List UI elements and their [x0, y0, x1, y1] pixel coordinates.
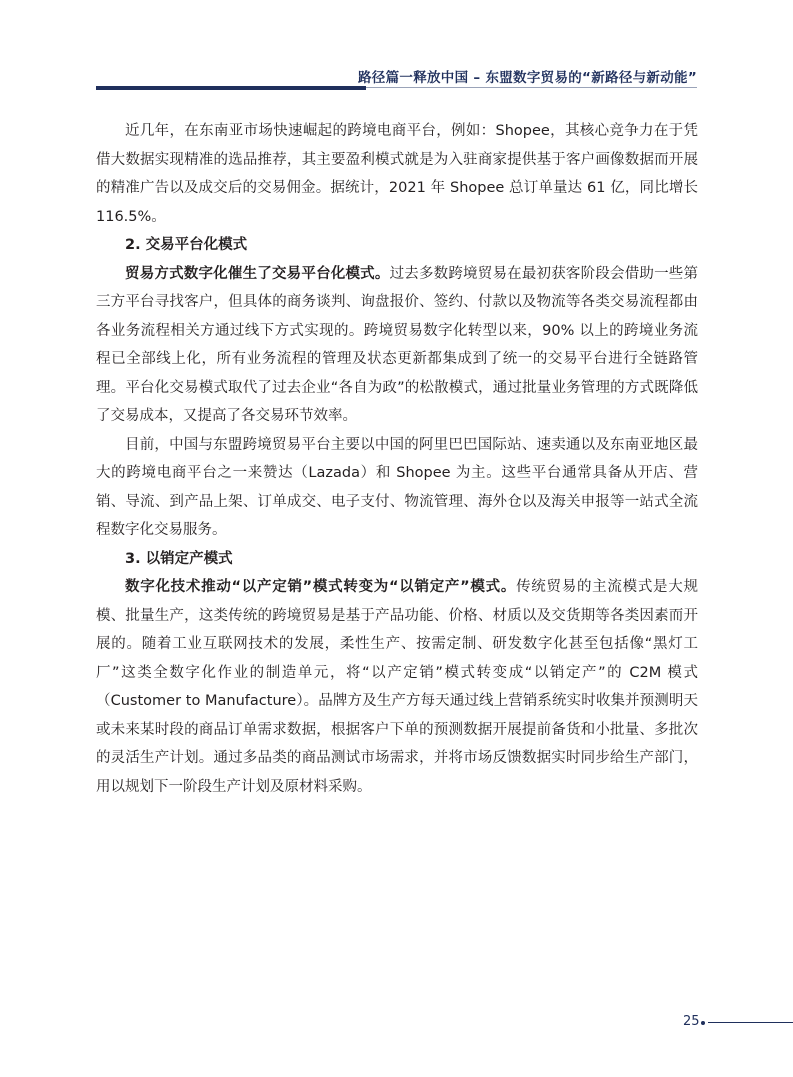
paragraph-trade-platform: [96, 260, 698, 431]
main-text: [96, 117, 698, 801]
footer-rule: [708, 1022, 793, 1023]
page-number: 25: [683, 1014, 700, 1029]
paragraph-sales-driven: [96, 573, 698, 801]
paragraph-body-text: 传统贸易的主流模式是大规模、批量生产，这类传统的跨境贸易是基于产品功能、价格、材质以及交货期等各类因素而开展的。随着工业互联网技术的发展，柔性生产、按需定制、研发数字化甚至包括像“黑灯工厂”这类全数字化作业的制造单元，将“以产定销”模式转变成“以销定产”的 C2M 模式（Customer to Manufacture）。品牌方及生产方每天通过线上营销系统实时收集并预测明天或未来某时段的商品订单需求数据，根据客户下单的预测数据开展提前备货和小批量、多批次的灵活生产计划。通过多品类的商品测试市场需求，并将市场反馈数据实时同步给生产部门，用以规划下一阶段生产计划及原材料采购。: [96, 579, 699, 795]
paragraph-lead-sentence: 贸易方式数字化催生了交易平台化模式。: [125, 265, 390, 282]
paragraph-platforms: 目前，中国与东盟跨境贸易平台主要以中国的阿里巴巴国际站、速卖通以及东南亚地区最大的跨境电商平台之一来赞达（Lazada）和 Shopee 为主。这些平台通常具备从开店、营销、导流、到产品上架、订单成交、电子支付、物流管理、海外仓以及海关申报等一站式全流程数字化交易服务。: [96, 436, 698, 538]
section-heading-sales-driven: 3. 以销定产模式: [125, 550, 233, 567]
paragraph-body-text: 过去多数跨境贸易在最初获客阶段会借助一些第三方平台寻找客户，但具体的商务谈判、询盘报价、签约、付款以及物流等各类交易流程都由各业务流程相关方通过线下方式实现的。跨境贸易数字化转型以来，90% 以上的跨境业务流程已全部线上化，所有业务流程的管理及状态更新都集成到了统一的交易平台进行全链路管理。平台化交易模式取代了过去企业“各自为政”的松散模式，通过批量业务管理的方式既降低了交易成本，又提高了各交易环节效率。: [96, 265, 699, 424]
paragraph-shopee: 近几年，在东南亚市场快速崛起的跨境电商平台，例如：Shopee，其核心竞争力在于凭借大数据实现精准的选品推荐，其主要盈利模式就是为入驻商家提供基于客户画像数据而开展的精准广告以及成交后的交易佣金。据统计，2021 年 Shopee 总订单量达 61 亿，同比增长 116.5%。: [96, 123, 698, 225]
running-header-title: 路径篇一释放中国 – 东盟数字贸易的“新路径与新动能”: [358, 70, 697, 86]
footer-dot: [701, 1021, 705, 1025]
paragraph-lead-sentence: 数字化技术推动“以产定销”模式转变为“以销定产”模式。: [125, 579, 517, 595]
section-heading-trade-platform: 2. 交易平台化模式: [125, 237, 248, 253]
header-accent-bar: [96, 86, 366, 90]
